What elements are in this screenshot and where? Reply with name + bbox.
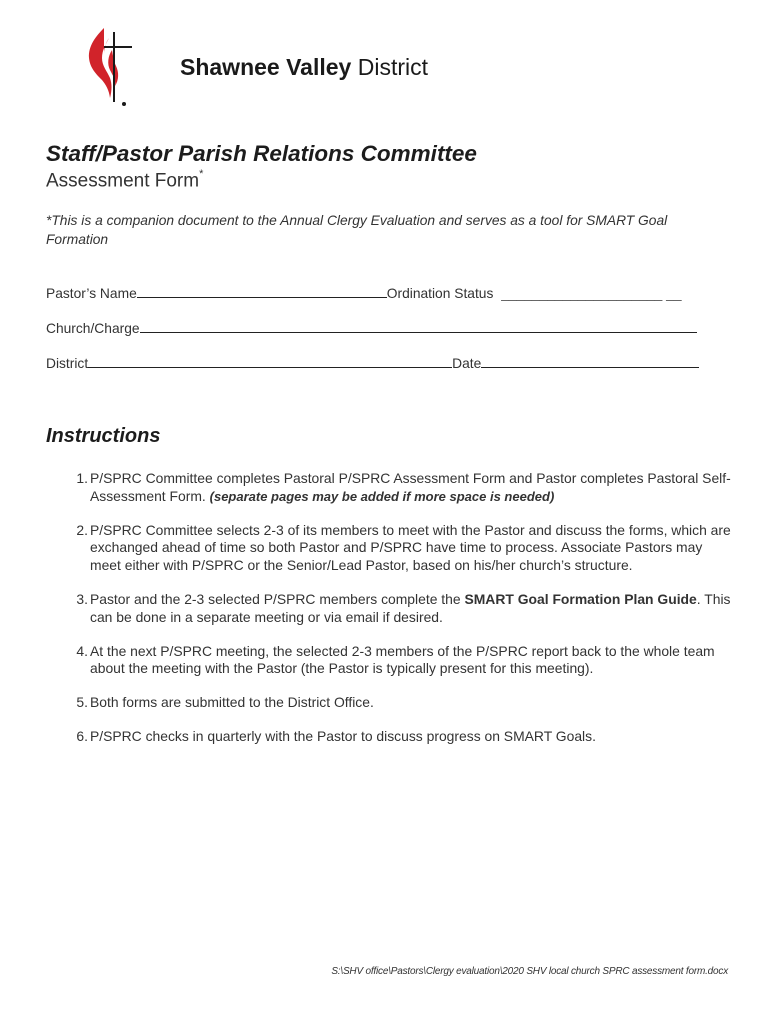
instruction-number: 4. (76, 642, 88, 659)
church-row (46, 319, 697, 336)
instruction-item (46, 591, 736, 627)
instruction-text: P/SPRC Committee selects 2-3 of its members to meet with the Pastor and discuss the forms, which are exchanged ahead of time so both Pastor and P/SPRC have time to process. Associate Pastors may meet either with P/SPRC or the Senior/Lead Pastor, based on his/her church’s structure. (90, 521, 731, 574)
district-name-bold: Shawnee Valley (180, 54, 352, 80)
instruction-text: P/SPRC checks in quarterly with the Pastor to discuss progress on SMART Goals. (90, 727, 596, 744)
subtitle-footnote-mark: * (199, 168, 204, 180)
instruction-note: (separate pages may be added if more space is needed) (209, 488, 555, 504)
instruction-text: P/SPRC Committee completes Pastoral P/SPRC Assessment Form and Pastor completes Pastoral Self-Assessment Form. (90, 470, 731, 504)
document-subtitle (46, 170, 203, 192)
instruction-item (46, 694, 736, 712)
district-name-rest: District (357, 54, 428, 80)
ordination-status-tail: _ __ (654, 286, 682, 301)
instruction-text: At the next P/SPRC meeting, the selected 2-3 members of the P/SPRC report back to the whole team about the meeting with the Pastor (the Pastor is typically present for this meeting). (90, 642, 715, 677)
footer-file-path: S:\SHV office\Pastors\Clergy evaluation\2020 SHV local church SPRC assessment form.docx (331, 966, 728, 977)
smart-goal-guide-name: SMART Goal Formation Plan Guide (464, 590, 697, 607)
instruction-number: 3. (76, 590, 88, 607)
instruction-text: Pastor and the 2-3 selected P/SPRC members complete the (90, 590, 465, 607)
pastor-row (46, 284, 682, 301)
pastor-name-label: Pastor’s Name (46, 286, 137, 301)
district-field[interactable] (88, 354, 452, 368)
pastor-name-field[interactable] (137, 284, 387, 298)
instruction-number: 6. (76, 727, 88, 744)
document-title: Staff/Pastor Parish Relations Committee (46, 141, 477, 166)
church-charge-label: Church/Charge (46, 321, 140, 336)
instructions-list (46, 470, 736, 762)
instruction-text: Both forms are submitted to the District Office. (90, 694, 374, 711)
instruction-item (46, 470, 736, 506)
instruction-item (46, 643, 736, 679)
instructions-heading: Instructions (46, 425, 161, 447)
district-row (46, 354, 699, 371)
subtitle-text: Assessment Form (46, 170, 200, 192)
cross-and-flame-logo (82, 24, 134, 110)
ordination-status-label: Ordination Status (386, 286, 494, 301)
church-charge-field[interactable] (140, 319, 697, 333)
instruction-item (46, 728, 736, 746)
instruction-number: 2. (76, 521, 88, 538)
date-label: Date (452, 356, 482, 371)
companion-note: *This is a companion document to the Annual Clergy Evaluation and serves as a tool for SMART Goal Formation (46, 213, 668, 247)
instruction-number: 5. (76, 694, 88, 711)
instruction-text-after: . This can be done in a separate meeting or via email if desired. (90, 590, 731, 625)
date-field[interactable] (481, 354, 699, 368)
instruction-number: 1. (76, 470, 88, 486)
district-label: District (46, 356, 89, 371)
ordination-status-field[interactable]: ____________________ (501, 286, 655, 301)
instruction-item (46, 522, 736, 575)
district-name (180, 54, 428, 81)
